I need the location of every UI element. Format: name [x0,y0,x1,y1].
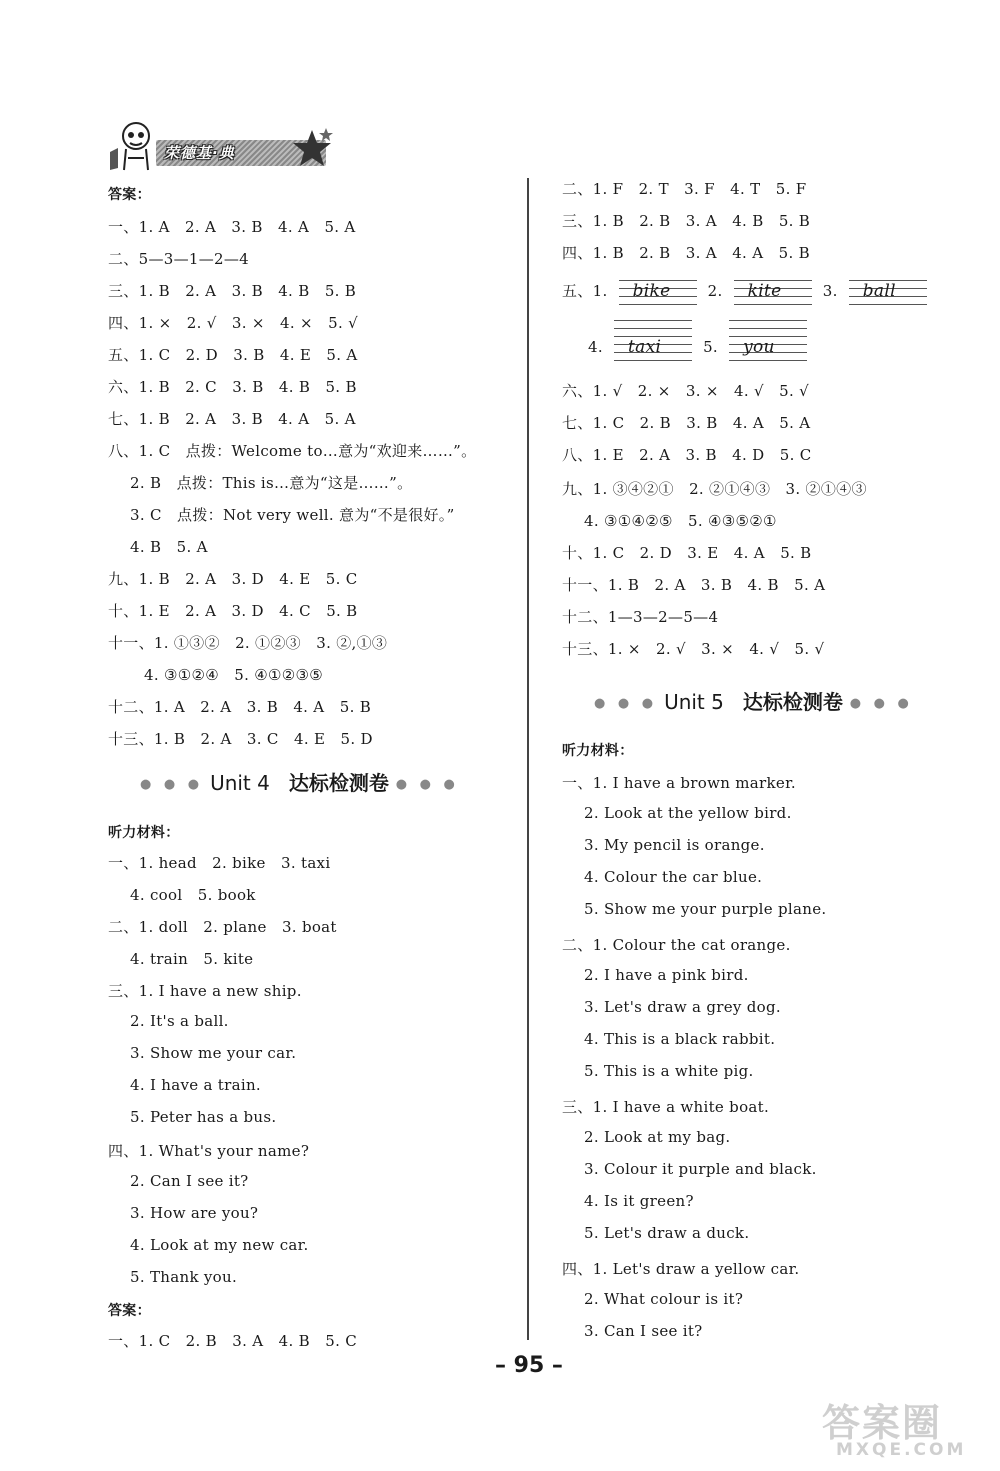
page-number: – 95 – [495,1353,563,1378]
title-dots: ● ● ● [849,696,913,711]
listening-line: 2. It's a ball. [130,1012,229,1030]
answer-line: 四、1. B 2. B 3. A 4. A 5. B [562,244,810,262]
answer-label: 答案： [108,1303,151,1319]
answer-line: 七、1. B 2. A 3. B 4. A 5. A [108,410,356,428]
unit4-label: Unit 4 [210,771,270,795]
answer-line: 2. B 点拨：This is…意为“这是……”。 [130,474,413,492]
answer-line: 十一、1. ①③② 2. ①②③ 3. ②,①③ [108,634,388,652]
listening-line: 3. Show me your car. [130,1044,297,1062]
written-word: taxi [628,337,662,357]
listening-line: 一、1. I have a brown marker. [562,774,796,792]
title-dots: ● ● ● [594,696,658,711]
writing-box-taxi [614,334,692,362]
listening-line: 4. Colour the car blue. [584,868,763,886]
title-dots: ● ● ● [140,777,204,792]
star-icon [290,128,334,168]
writing-number: 3. [822,282,838,300]
listening-line: 四、1. What's your name? [108,1142,310,1160]
answer-line: 十二、1. A 2. A 3. B 4. A 5. B [108,698,372,716]
listening-line: 3. Colour it purple and black. [584,1160,817,1178]
listening-line: 4. Look at my new car. [130,1236,309,1254]
unit4-heading: 达标检测卷 [288,771,389,795]
written-word: bike [632,281,671,301]
writing-number: 4. [588,338,603,356]
answer-line: 五、1. C 2. D 3. B 4. E 5. A [108,346,358,364]
listening-line: 一、1. head 2. bike 3. taxi [108,854,331,872]
answer-line: 三、1. B 2. A 3. B 4. B 5. B [108,282,357,300]
answer-line: 十、1. C 2. D 3. E 4. A 5. B [562,544,812,562]
answer-label: 答案： [108,187,151,203]
writing-row-1 [562,278,933,306]
answer-line: 六、1. B 2. C 3. B 4. B 5. B [108,378,357,396]
listening-line: 2. Can I see it? [130,1172,249,1190]
title-dots: ● ● ● [395,777,459,792]
listening-line: 2. What colour is it? [584,1290,744,1308]
listening-line: 2. Look at the yellow bird. [584,804,792,822]
writing-box-you [729,334,807,362]
listening-line: 3. Can I see it? [584,1322,703,1340]
listening-line: 4. train 5. kite [130,950,254,968]
watermark-logo: 答案圈 [822,1401,943,1445]
writing-box-ball [849,278,927,306]
answer-line: 4. ③①②④ 5. ④①②③⑤ [144,666,323,684]
answer-line: 3. C 点拨：Not very well. 意为“不是很好。” [130,506,455,524]
writing-box-kite [734,278,812,306]
answer-line: 十三、1. B 2. A 3. C 4. E 5. D [108,730,373,748]
listening-line: 三、1. I have a new ship. [108,982,302,1000]
listening-line: 4. This is a black rabbit. [584,1030,776,1048]
listening-line: 5. Peter has a bus. [130,1108,277,1126]
answer-line: 二、5—3—1—2—4 [108,250,250,268]
publisher-logo [106,118,334,174]
listening-line: 4. cool 5. book [130,886,256,904]
listening-line: 二、1. doll 2. plane 3. boat [108,918,337,936]
unit5-heading: 达标检测卷 [742,690,843,714]
listening-line: 5. Show me your purple plane. [584,900,827,918]
listening-label: 听力材料： [562,743,634,759]
answer-line: 三、1. B 2. B 3. A 4. B 5. B [562,212,811,230]
listening-line: 3. Let's draw a grey dog. [584,998,781,1016]
mascot-icon [106,118,162,174]
listening-line: 二、1. Colour the cat orange. [562,936,791,954]
answer-line: 八、1. E 2. A 3. B 4. D 5. C [562,446,812,464]
written-word: kite [747,281,782,301]
answer-line: 四、1. × 2. √ 3. × 4. × 5. √ [108,314,359,332]
listening-line: 三、1. I have a white boat. [562,1098,770,1116]
answer-line: 4. B 5. A [130,538,208,556]
answer-line: 九、1. ③④②① 2. ②①④③ 3. ②①④③ [562,480,867,498]
watermark-url: MXQE.COM [836,1440,967,1460]
writing-box-bike [619,278,697,306]
listening-line: 3. How are you? [130,1204,259,1222]
answer-line: 七、1. C 2. B 3. B 4. A 5. A [562,414,811,432]
listening-line: 5. Thank you. [130,1268,238,1286]
answer-line: 八、1. C 点拨：Welcome to…意为“欢迎来……”。 [108,442,477,460]
answer-line: 一、1. A 2. A 3. B 4. A 5. A [108,218,356,236]
writing-label: 五、1. [562,282,608,300]
listening-label: 听力材料： [108,825,180,841]
answer-line: 九、1. B 2. A 3. D 4. E 5. C [108,570,358,588]
column-divider [527,178,529,1340]
answer-line: 十一、1. B 2. A 3. B 4. B 5. A [562,576,826,594]
listening-line: 2. I have a pink bird. [584,966,749,984]
listening-line: 5. Let's draw a duck. [584,1224,750,1242]
answer-line: 一、1. C 2. B 3. A 4. B 5. C [108,1332,358,1350]
unit4-title [140,767,459,796]
listening-line: 5. This is a white pig. [584,1062,754,1080]
answer-line: 六、1. √ 2. × 3. × 4. √ 5. √ [562,382,810,400]
answer-line: 十三、1. × 2. √ 3. × 4. √ 5. √ [562,640,825,658]
unit5-title [594,686,913,715]
written-word: you [743,337,775,357]
listening-line: 3. My pencil is orange. [584,836,765,854]
answer-line: 十二、1—3—2—5—4 [562,608,719,626]
written-word: ball [862,281,896,301]
answer-line: 二、1. F 2. T 3. F 4. T 5. F [562,180,807,198]
unit5-label: Unit 5 [664,690,724,714]
listening-line: 4. I have a train. [130,1076,261,1094]
listening-line: 四、1. Let's draw a yellow car. [562,1260,800,1278]
logo-text: 荣德基·典 [164,144,235,162]
listening-line: 2. Look at my bag. [584,1128,731,1146]
listening-line: 4. Is it green? [584,1192,694,1210]
writing-number: 5. [703,338,718,356]
answer-line: 4. ③①④②⑤ 5. ④③⑤②① [584,512,777,530]
answer-line: 十、1. E 2. A 3. D 4. C 5. B [108,602,358,620]
writing-row-2 [562,334,813,362]
writing-number: 2. [707,282,723,300]
